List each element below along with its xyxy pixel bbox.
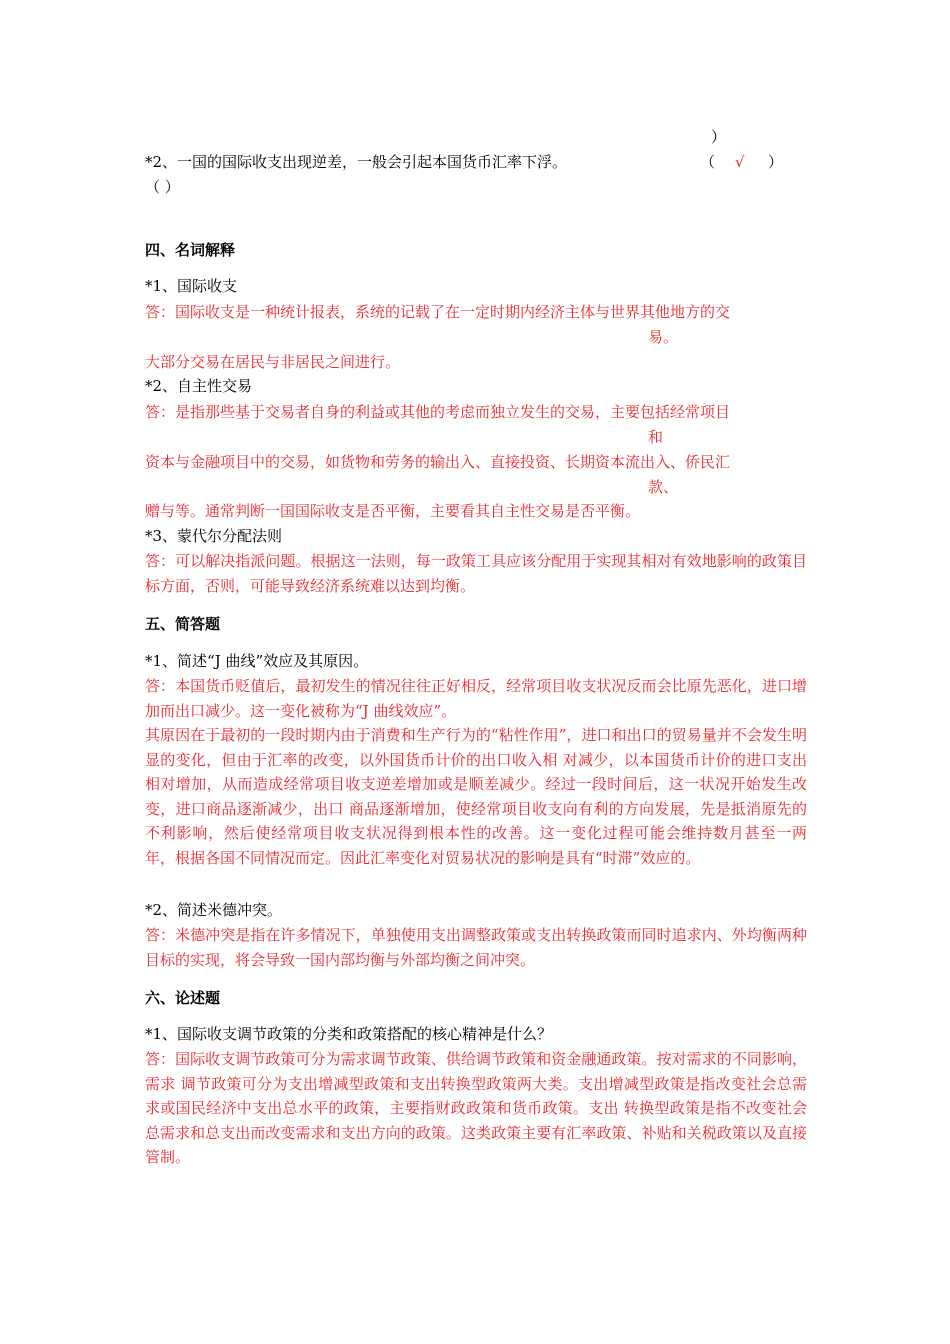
s4-question-2: *2、自主性交易 <box>145 377 253 395</box>
s4-question-1: *1、国际收支 <box>145 277 238 295</box>
s5-answer-1-p1: 答：本国货币贬值后，最初发生的情况往往正好相反，经常项目收支状况反而会比原先恶化，进口增加而出口减少。这一变化被称为“J 曲线效应”。 <box>145 677 807 720</box>
s5-question-1: *1、简述“J 曲线”效应及其原因。 <box>145 652 369 670</box>
s5-answer-2: 答：米德冲突是指在许多情况下，单独使用支出调整政策或支出转换政策而同时追求内、外均衡两种目标的实现，将会导致一国内部均衡与外部均衡之间冲突。 <box>145 926 807 969</box>
tf-answer-check: √ <box>735 153 745 171</box>
s4-answer-2-line2: 资本与金融项目中的交易，如货物和劳务的输出入、直接投资、长期资本流出入、侨民汇 <box>145 453 731 471</box>
tf-answer-paren-open: （ <box>700 153 716 171</box>
s4-answer-2-wrap1: 和 <box>648 428 664 446</box>
s4-question-3: *3、蒙代尔分配法则 <box>145 527 283 545</box>
section-4-title: 四、名词解释 <box>145 241 236 259</box>
tf-question-2: *2、一国的国际收支出现逆差，一般会引起本国货币汇率下浮。 <box>145 153 568 171</box>
section-5-title: 五、简答题 <box>145 615 221 633</box>
tf-answer-paren-close: ） <box>768 153 784 171</box>
s4-answer-1-wrap: 易。 <box>648 328 679 346</box>
section-6-title: 六、论述题 <box>145 989 221 1007</box>
s4-answer-3: 答：可以解决指派问题。根据这一法则，每一政策工具应该分配用于实现其相对有效地影响的政策目标方面，否则，可能导致经济系统难以达到均衡。 <box>145 552 807 595</box>
s4-answer-2-wrap2: 款、 <box>648 478 679 496</box>
s4-answer-1-line1: 答：国际收支是一种统计报表，系统的记载了在一定时期内经济主体与世界其他地方的交 <box>145 303 731 321</box>
s6-question-1: *1、国际收支调节政策的分类和政策搭配的核心精神是什么？ <box>145 1025 553 1043</box>
s4-answer-2-line1: 答：是指那些基于交易者自身的利益或其他的考虑而独立发生的交易，主要包括经常项目 <box>145 403 731 421</box>
s6-answer-1: 答：国际收支调节政策可分为需求调节政策、供给调节政策和资金融通政策。按对需求的不同影响，需求 调节政策可分为支出增减型政策和支出转换型政策两大类。支出增减型政策是指改变社会总需求或国民经济中支出总水平的政策，主要指财政政策和货币政策。支出 转换型政策是指不改变社会总需求和总支出而改变需求和支出方向的政策。这类政策主要有汇率政策、补贴和关税政策以及直接管制。 <box>145 1050 807 1167</box>
tf-blank-parens: （ ） <box>145 178 180 196</box>
s5-answer-1-p2: 其原因在于最初的一段时期内由于消费和生产行为的“粘性作用”，进口和出口的贸易量并不会发生明显的变化，但由于汇率的改变，以外国货币计价的出口收入相 对减少，以本国货币计价的进口支出相对增加，从而造成经常项目收支逆差增加或是顺差减少。经过一段时间后，这一状况开始发生改变，进口商品逐渐减少，出口 商品逐渐增加，使经常项目收支向有利的方向发展，先是抵消原先的不利影响，然后使经常项目收支状况得到根本性的改善。这一变化过程可能会维持数月甚至一两 年，根据各国不同情况而定。因此汇率变化对贸易状况的影响是具有“时滞”效应的。 <box>145 726 807 867</box>
stray-paren: ） <box>711 128 727 146</box>
s4-answer-1-line2: 大部分交易在居民与非居民之间进行。 <box>145 353 401 371</box>
s4-answer-2-line3: 赠与等。通常判断一国国际收支是否平衡，主要看其自主性交易是否平衡。 <box>145 502 641 520</box>
s5-question-2: *2、简述米德冲突。 <box>145 901 283 919</box>
